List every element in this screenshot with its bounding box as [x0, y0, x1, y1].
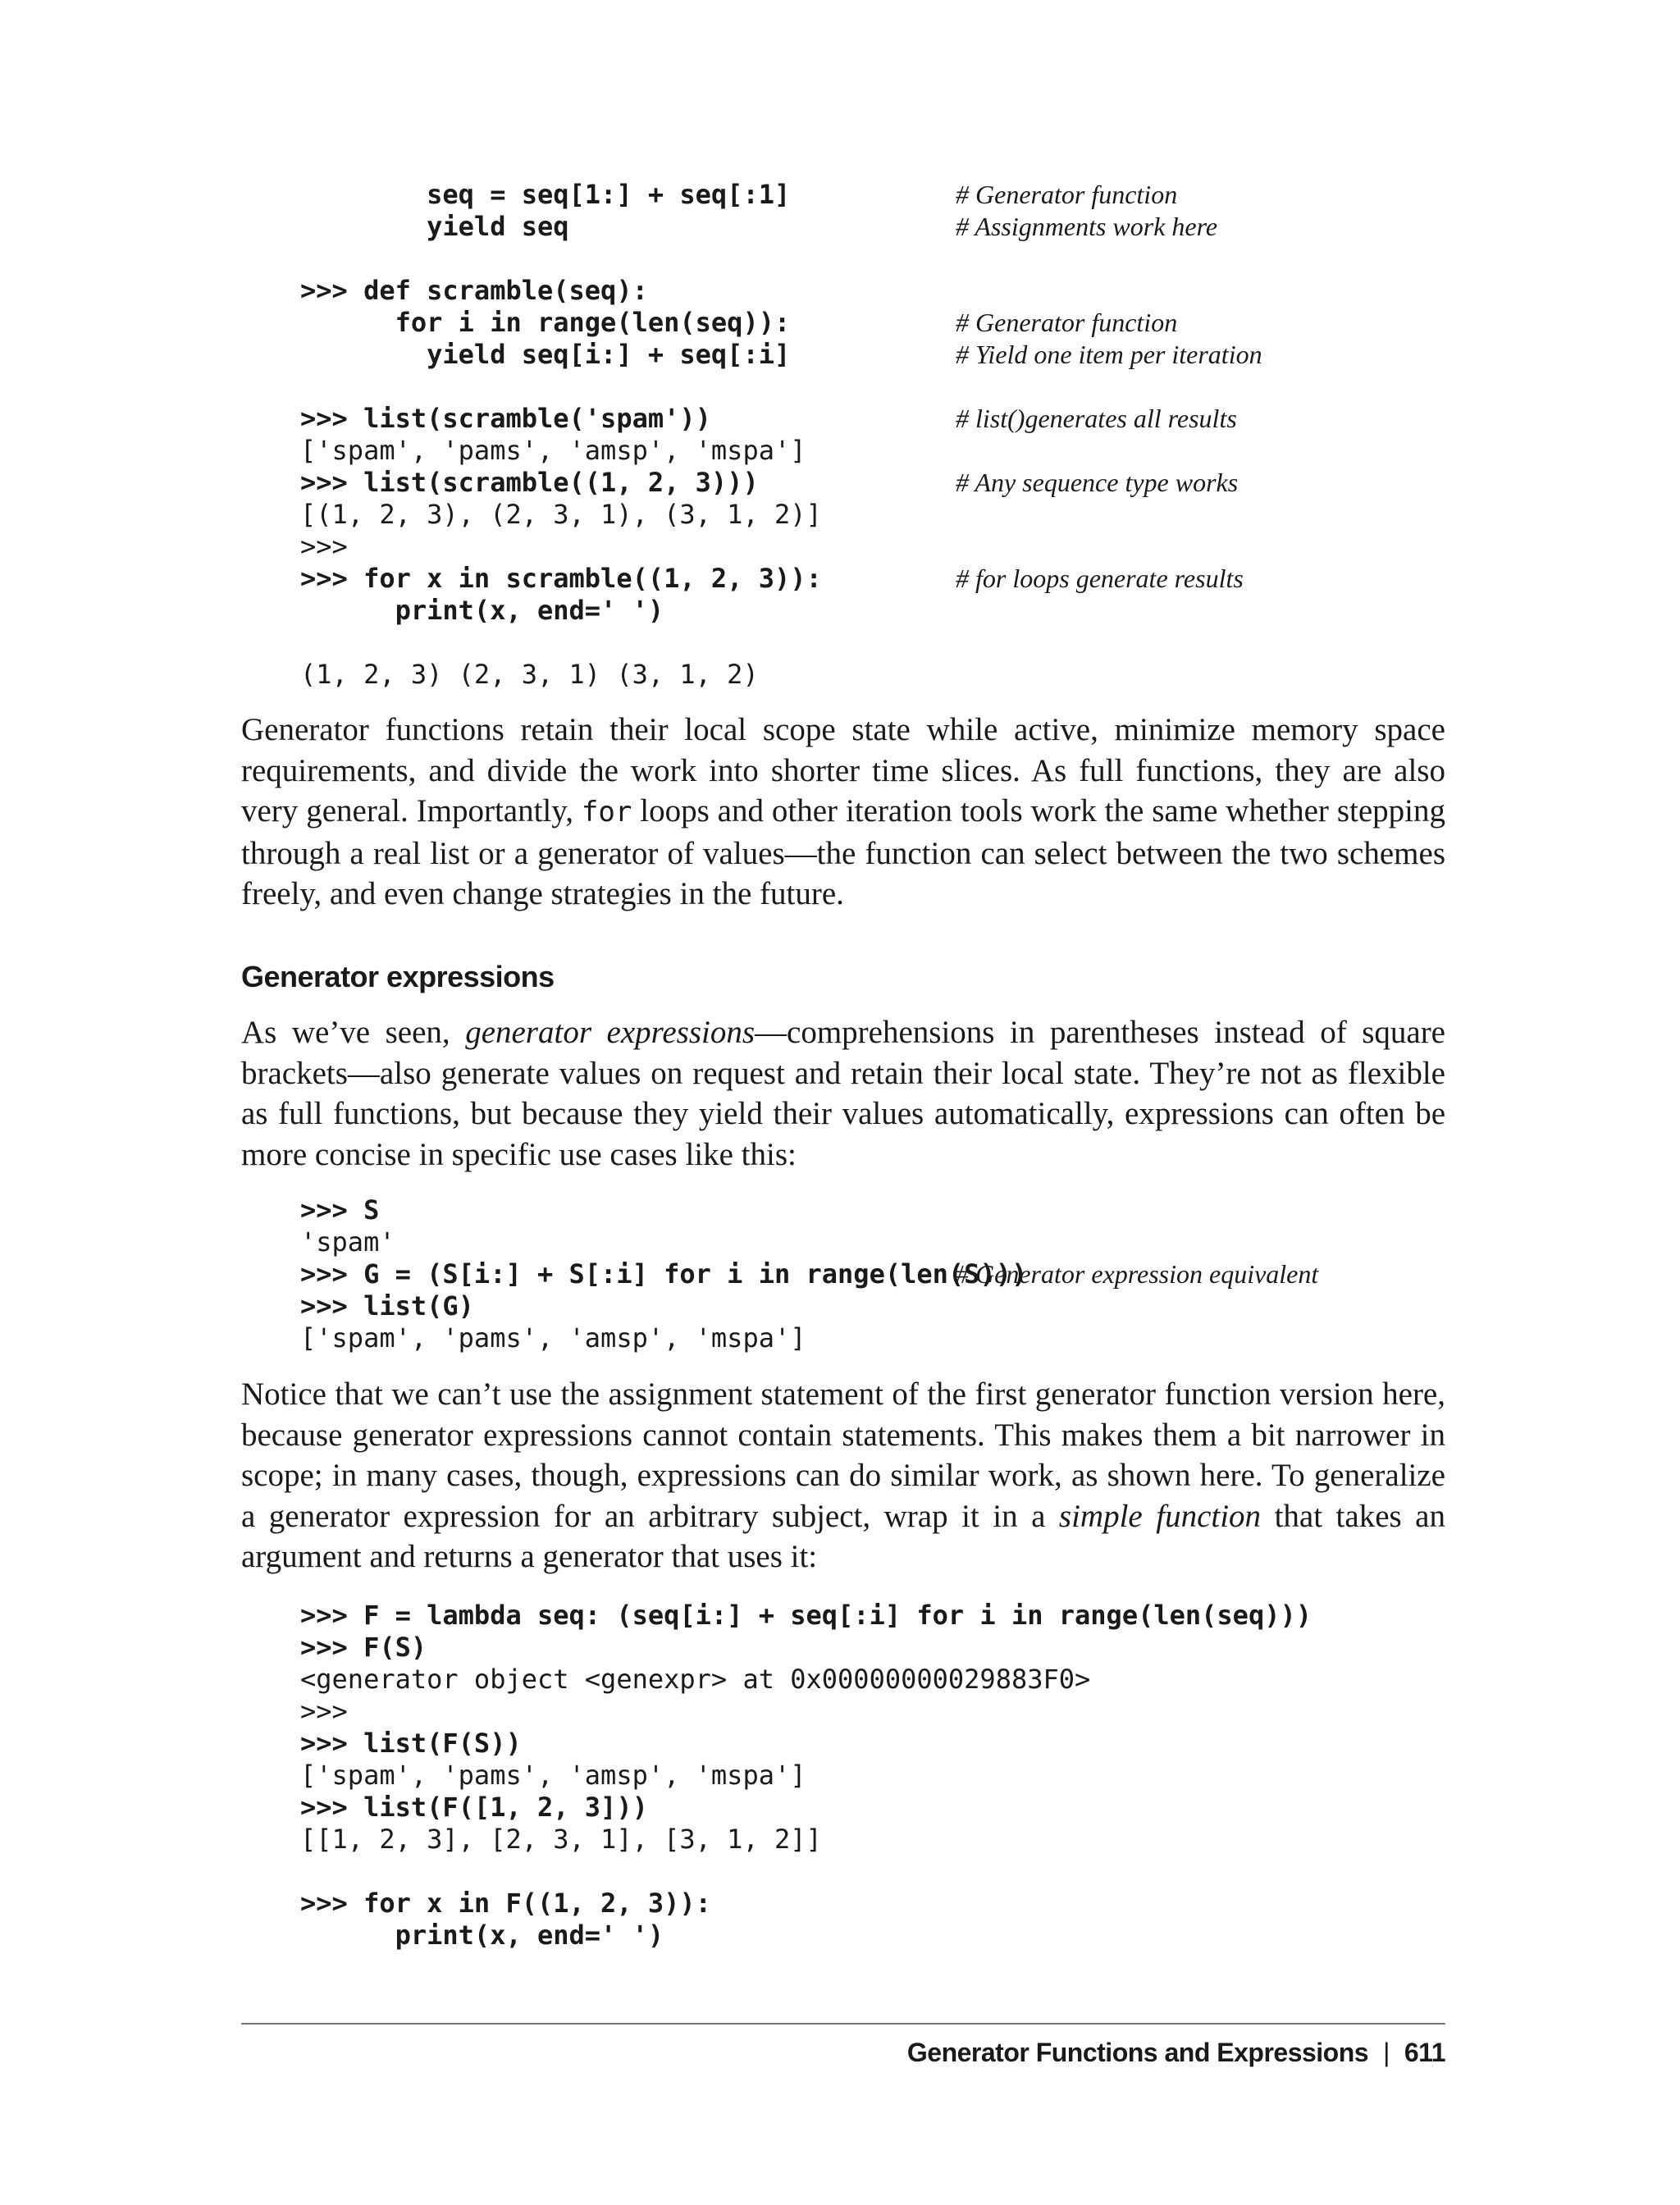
code-comment: # Generator expression equivalent: [956, 1259, 1319, 1289]
code-line: [300, 1226, 1383, 1258]
code-line: [300, 1194, 1383, 1226]
code-line: [300, 1632, 1383, 1664]
code-input: yield seq[i:] + seq[:i]: [300, 339, 791, 370]
code-line: [300, 595, 1383, 627]
code-line: [300, 1856, 1383, 1888]
code-line: [300, 499, 1383, 531]
code-line: [300, 1664, 1383, 1696]
code-line: [300, 1888, 1383, 1920]
code-line: [300, 339, 1383, 371]
code-output: 'spam': [300, 1226, 395, 1258]
code-output: [(1, 2, 3), (2, 3, 1), (3, 1, 2)]: [300, 499, 822, 530]
code-output: ['spam', 'pams', 'amsp', 'mspa']: [300, 1322, 806, 1354]
code-line: [300, 659, 1383, 691]
code-input: >>> for x in scramble((1, 2, 3)):: [300, 563, 822, 594]
code-line: [300, 1600, 1383, 1632]
paragraph-2-emphasis: generator expressions: [465, 1015, 756, 1050]
code-block-2: [300, 1194, 1383, 1354]
code-line: [300, 371, 1383, 403]
paragraph-2-text-b: —comprehensions in parentheses instead of square brackets—also generate values on request and retain their local state. They’re not as flexible as full functions, but because they yield their values automatically, expressions can often be more concise in specific use cases like this:: [241, 1015, 1445, 1172]
code-comment: # Yield one item per iteration: [956, 340, 1262, 369]
code-line: [300, 1290, 1383, 1322]
code-input: for i in range(len(seq)):: [300, 307, 791, 338]
code-output: >>>: [300, 1696, 348, 1727]
code-input: >>> list(F(S)): [300, 1728, 522, 1759]
code-line: [300, 531, 1383, 563]
paragraph-simple-function: [241, 1374, 1445, 1577]
code-line: [300, 243, 1383, 275]
code-input: >>> list(scramble((1, 2, 3))): [300, 467, 759, 498]
code-output: ['spam', 'pams', 'amsp', 'mspa']: [300, 1760, 806, 1791]
section-heading: Generator expressions: [241, 960, 555, 993]
paragraph-generator-expressions: [241, 1012, 1445, 1175]
code-line: [300, 403, 1383, 435]
code-comment: # Generator function: [956, 180, 1178, 209]
code-line: [300, 1728, 1383, 1760]
paragraph-1-text-b: loops and other iteration tools work the same whether stepping through a real list or a generator of values—the function can select between the two schemes freely, and even change strategies in the future.: [241, 793, 1445, 912]
footer-section-title: Generator Functions and Expressions: [906, 2038, 1369, 2067]
code-input: print(x, end=' '): [300, 595, 664, 626]
code-block-3: [300, 1600, 1383, 1952]
code-line: [300, 627, 1383, 659]
inline-code-for: for: [581, 796, 632, 829]
code-output: (1, 2, 3) (2, 3, 1) (3, 1, 2): [300, 659, 759, 690]
code-line: [300, 1824, 1383, 1856]
code-input: >>> list(G): [300, 1290, 474, 1322]
code-input: >>> F(S): [300, 1632, 427, 1663]
page-footer: [907, 2038, 1445, 2068]
code-line: [300, 307, 1383, 339]
code-line: [300, 563, 1383, 595]
code-line: [300, 275, 1383, 307]
code-input: seq = seq[1:] + seq[:1]: [300, 179, 791, 210]
code-line: [300, 1258, 1383, 1290]
paragraph-1-text-a: Generator functions retain their local scope state while active, minimize memory space requirements, and divide the work into shorter time slices. As full functions, they are also very general. Importantly,: [241, 712, 1445, 829]
paragraph-generator-functions: [241, 710, 1445, 915]
code-line: [300, 211, 1383, 243]
code-comment: # list()generates all results: [956, 404, 1237, 433]
code-input: >>> for x in F((1, 2, 3)):: [300, 1888, 711, 1919]
code-line: [300, 1696, 1383, 1728]
footer-rule: [241, 2023, 1445, 2025]
paragraph-3-text-a: Notice that we can’t use the assignment statement of the first generator function version here, because generator expressions cannot contain statements. This makes them a bit narrower in scope; in many cases, though, expressions can do similar work, as shown here. To generalize a generator expression for an arbitrary subject, wrap it in a: [241, 1376, 1445, 1534]
paragraph-3-emphasis: simple function: [1058, 1498, 1262, 1534]
code-output: <generator object <genexpr> at 0x00000000029883F0>: [300, 1664, 1091, 1695]
code-output: >>>: [300, 531, 348, 562]
code-output: [[1, 2, 3], [2, 3, 1], [3, 1, 2]]: [300, 1824, 822, 1855]
code-line: [300, 435, 1383, 467]
code-comment: # for loops generate results: [956, 564, 1244, 593]
code-input: >>> G = (S[i:] + S[:i] for i in range(len(S))): [300, 1258, 1028, 1290]
code-input: >>> F = lambda seq: (seq[i:] + seq[:i] for i in range(len(seq))): [300, 1600, 1312, 1631]
code-line: [300, 1920, 1383, 1952]
code-line: [300, 1322, 1383, 1354]
code-input: >>> def scramble(seq):: [300, 275, 648, 306]
footer-separator: |: [1383, 2038, 1390, 2067]
code-comment: # Assignments work here: [956, 212, 1218, 241]
code-comment: # Generator function: [956, 308, 1178, 337]
code-input: >>> list(F([1, 2, 3])): [300, 1792, 648, 1823]
code-input: print(x, end=' '): [300, 1920, 664, 1951]
paragraph-2-text-a: As we’ve seen,: [241, 1015, 466, 1050]
code-line: [300, 1792, 1383, 1824]
code-input: yield seq: [300, 211, 569, 242]
code-output: ['spam', 'pams', 'amsp', 'mspa']: [300, 435, 806, 466]
paragraph-3-text-b: that takes an argument and returns a generator that uses it:: [241, 1498, 1445, 1575]
code-input: >>> list(scramble('spam')): [300, 403, 711, 434]
code-comment: # Any sequence type works: [956, 468, 1239, 497]
code-line: [300, 467, 1383, 499]
page-number: 611: [1404, 2038, 1445, 2067]
code-line: [300, 1760, 1383, 1792]
code-input: >>> S: [300, 1194, 380, 1226]
code-line: [300, 179, 1383, 211]
code-block-1: [300, 179, 1383, 691]
